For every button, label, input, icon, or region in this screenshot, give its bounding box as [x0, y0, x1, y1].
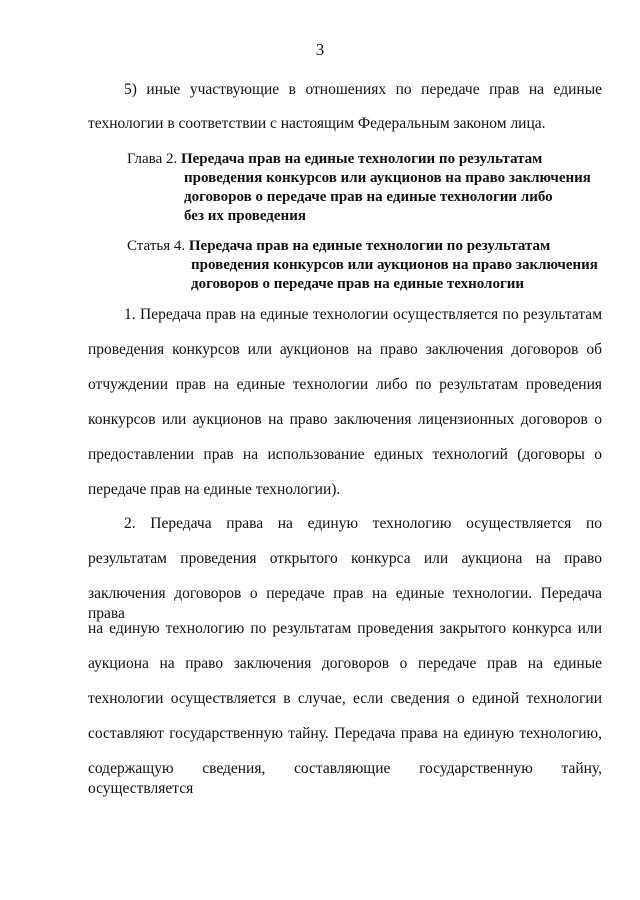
article-prefix: Статья 4. — [127, 238, 186, 254]
page-number: 3 — [315, 40, 325, 59]
para2-line1: 2. Передача права на единую технологию осуществляется по — [124, 515, 602, 532]
chapter-title-line1: Передача прав на единые технологии по результатам — [180, 151, 543, 167]
para1-line3: отчуждении прав на единые технологии либо по результатам проведения — [88, 376, 602, 393]
chapter-title-line3: договоров о передаче прав на единые технологии либо — [184, 189, 553, 205]
para2-line8: содержащую сведения, составляющие государственную тайну, осуществляется — [88, 760, 602, 797]
article-title-line2: проведения конкурсов или аукционов на право заключения — [191, 257, 598, 273]
para2-line7: составляют государственную тайну. Передача права на единую технологию, — [88, 725, 602, 742]
para2-line6: технологии осуществляется в случае, если сведения о единой технологии — [88, 690, 602, 707]
item5-line1: 5) иные участвующие в отношениях по передаче прав на единые — [124, 81, 602, 98]
chapter-title-line2: проведения конкурсов или аукционов на право заключения — [184, 170, 591, 186]
item5-line2: технологии в соответствии с настоящим Федеральным законом лица. — [88, 115, 546, 132]
article-title-line1: Передача прав на единые технологии по результатам — [188, 238, 551, 254]
chapter-heading — [127, 150, 591, 226]
para2-line4: на единую технологию по результатам проведения закрытого конкурса или — [88, 620, 602, 637]
para1-line6: передаче прав на единые технологии). — [88, 481, 341, 498]
para1-line2: проведения конкурсов или аукционов на право заключения договоров об — [88, 341, 602, 358]
chapter-title-line4: без их проведения — [184, 208, 306, 224]
article-title-line3: договоров о передаче прав на единые технологии — [191, 276, 525, 292]
para1-line5: предоставлении прав на использование единых технологий (договоры о — [88, 446, 602, 463]
para2-line2: результатам проведения открытого конкурса или аукциона на право — [88, 550, 602, 567]
para2-line3: заключения договоров о передаче прав на единые технологии. Передача права — [88, 585, 602, 622]
chapter-prefix: Глава 2. — [127, 151, 178, 167]
article-heading — [127, 237, 598, 294]
para1-line1: 1. Передача прав на единые технологии осуществляется по результатам — [124, 306, 602, 323]
para2-line5: аукциона на право заключения договоров о передаче прав на единые — [88, 655, 602, 672]
para1-line4: конкурсов или аукционов на право заключения лицензионных договоров о — [88, 411, 602, 428]
